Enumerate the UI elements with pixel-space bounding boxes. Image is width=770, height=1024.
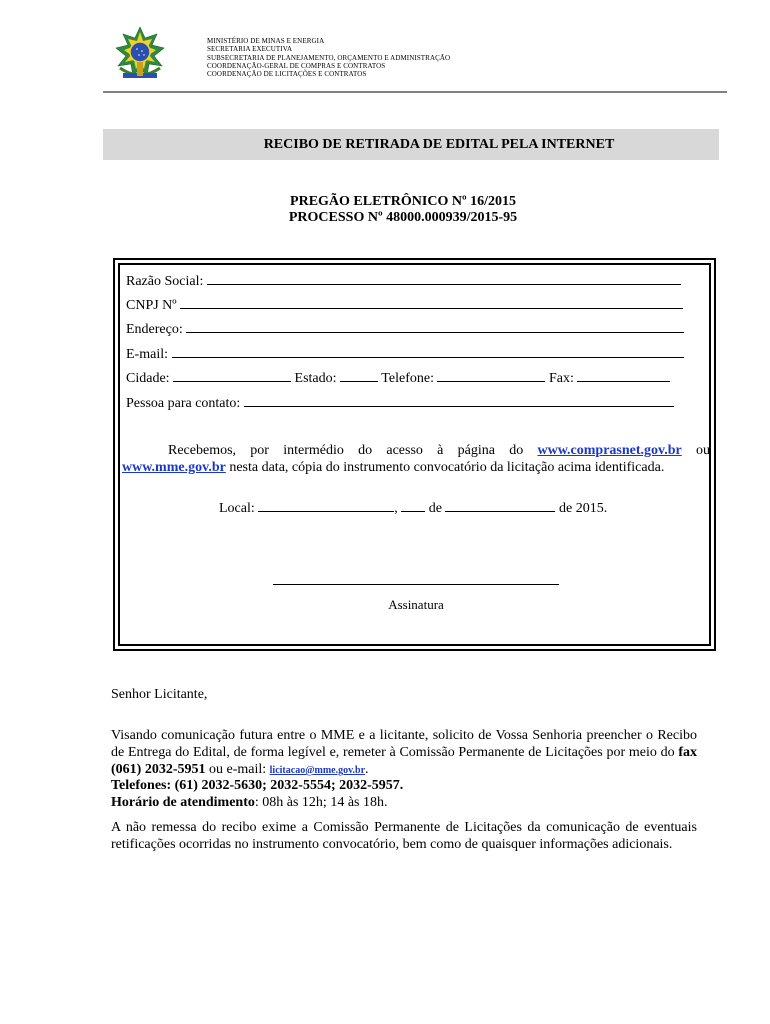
contato-label: Pessoa para contato:: [126, 396, 241, 411]
email-label: E-mail:: [126, 347, 168, 362]
fax-line[interactable]: [577, 369, 670, 382]
cidade-estado-row: [126, 369, 670, 387]
endereco-line[interactable]: [186, 320, 684, 333]
razao-social-label: Razão Social:: [126, 274, 204, 289]
fax-label: Fax:: [548, 371, 574, 386]
receipt-paragraph: [122, 442, 710, 476]
receipt-text-1: Recebemos, por intermédio do acesso à página do: [168, 443, 524, 458]
header-line: SUBSECRETARIA DE PLANEJAMENTO, ORÇAMENTO E ADMINISTRAÇÃO: [207, 53, 451, 62]
signature-label: Assinatura: [388, 597, 444, 612]
cnpj-line[interactable]: [180, 296, 683, 309]
receipt-text-2: ou: [696, 443, 711, 458]
signature-line[interactable]: [273, 584, 559, 585]
mme-link[interactable]: www.mme.gov.br: [122, 460, 226, 475]
process-heading: [0, 194, 770, 226]
disclaimer-paragraph: A não remessa do recibo exime a Comissão Permanente de Licitações da comunicação de eventuais retificações ocorridas no instrumento convocatório, bem como de quaisquer informações adicionais.: [111, 820, 697, 852]
local-date-row: Local: , de de 2015.: [219, 501, 608, 516]
cnpj-field[interactable]: [126, 296, 683, 314]
year-label: de 2015.: [558, 501, 608, 516]
header-institution-lines: [207, 37, 450, 78]
email-link[interactable]: licitacao@mme.gov.br: [269, 765, 366, 776]
header-line: COORDENAÇÃO-GERAL DE COMPRAS E CONTRATOS: [207, 61, 386, 70]
receipt-text-3: nesta data, cópia do instrumento convocatório da licitação acima identificada.: [229, 460, 665, 475]
cnpj-label: CNPJ Nº: [126, 298, 177, 313]
brazil-coat-of-arms-icon: [111, 26, 169, 84]
endereco-field[interactable]: [126, 320, 684, 338]
instructions-text-a: Visando comunicação futura entre o MME e a licitante, solicito de Vossa Senhoria preencher o Recibo de Entrega do Edital, de forma legível e, remeter à Comissão Permanente de Licitações por meio do: [111, 728, 697, 760]
month-line[interactable]: [445, 499, 555, 512]
cidade-line[interactable]: [173, 369, 291, 382]
header-divider: [103, 91, 727, 93]
cidade-label: Cidade:: [126, 371, 170, 386]
telefone-label: Telefone:: [381, 371, 434, 386]
office-hours-label: Horário de atendimento: [111, 795, 255, 810]
de-label: de: [428, 501, 442, 516]
page-title: RECIBO DE RETIRADA DE EDITAL PELA INTERNET: [263, 137, 615, 152]
header-line: SECRETARIA EXECUTIVA: [207, 45, 293, 54]
email-field[interactable]: [126, 345, 684, 363]
processo-number: PROCESSO Nº 48000.000939/2015-95: [288, 210, 518, 225]
pregao-number: PREGÃO ELETRÔNICO Nº 16/2015: [290, 194, 516, 209]
day-line[interactable]: [401, 499, 425, 512]
razao-social-field[interactable]: [126, 272, 681, 290]
contato-field[interactable]: [126, 394, 674, 412]
instructions-text-b: ou e-mail:: [209, 762, 267, 777]
header-line: MINISTÉRIO DE MINAS E ENERGIA: [207, 37, 325, 45]
local-line[interactable]: [258, 499, 394, 512]
office-hours: [111, 795, 387, 811]
local-label: Local:: [219, 501, 255, 516]
office-hours-value: : 08h às 12h; 14 às 18h.: [254, 795, 388, 810]
fax-number: fax (061) 2032-5951: [111, 745, 698, 777]
estado-line[interactable]: [340, 369, 378, 382]
endereco-label: Endereço:: [126, 322, 183, 337]
razao-social-line[interactable]: [207, 272, 681, 285]
estado-label: Estado:: [294, 371, 337, 386]
email-line[interactable]: [172, 345, 684, 358]
telefone-line[interactable]: [437, 369, 545, 382]
instructions-text-c: .: [365, 762, 369, 777]
instructions-paragraph: [111, 727, 697, 779]
phone-numbers: Telefones: (61) 2032-5630; 2032-5554; 2032-5957.: [111, 778, 404, 793]
contato-line[interactable]: [244, 394, 674, 407]
greeting: Senhor Licitante,: [111, 687, 208, 702]
header-line: COORDENAÇÃO DE LICITAÇÕES E CONTRATOS: [207, 70, 367, 79]
comprasnet-link[interactable]: www.comprasnet.gov.br: [537, 443, 682, 458]
